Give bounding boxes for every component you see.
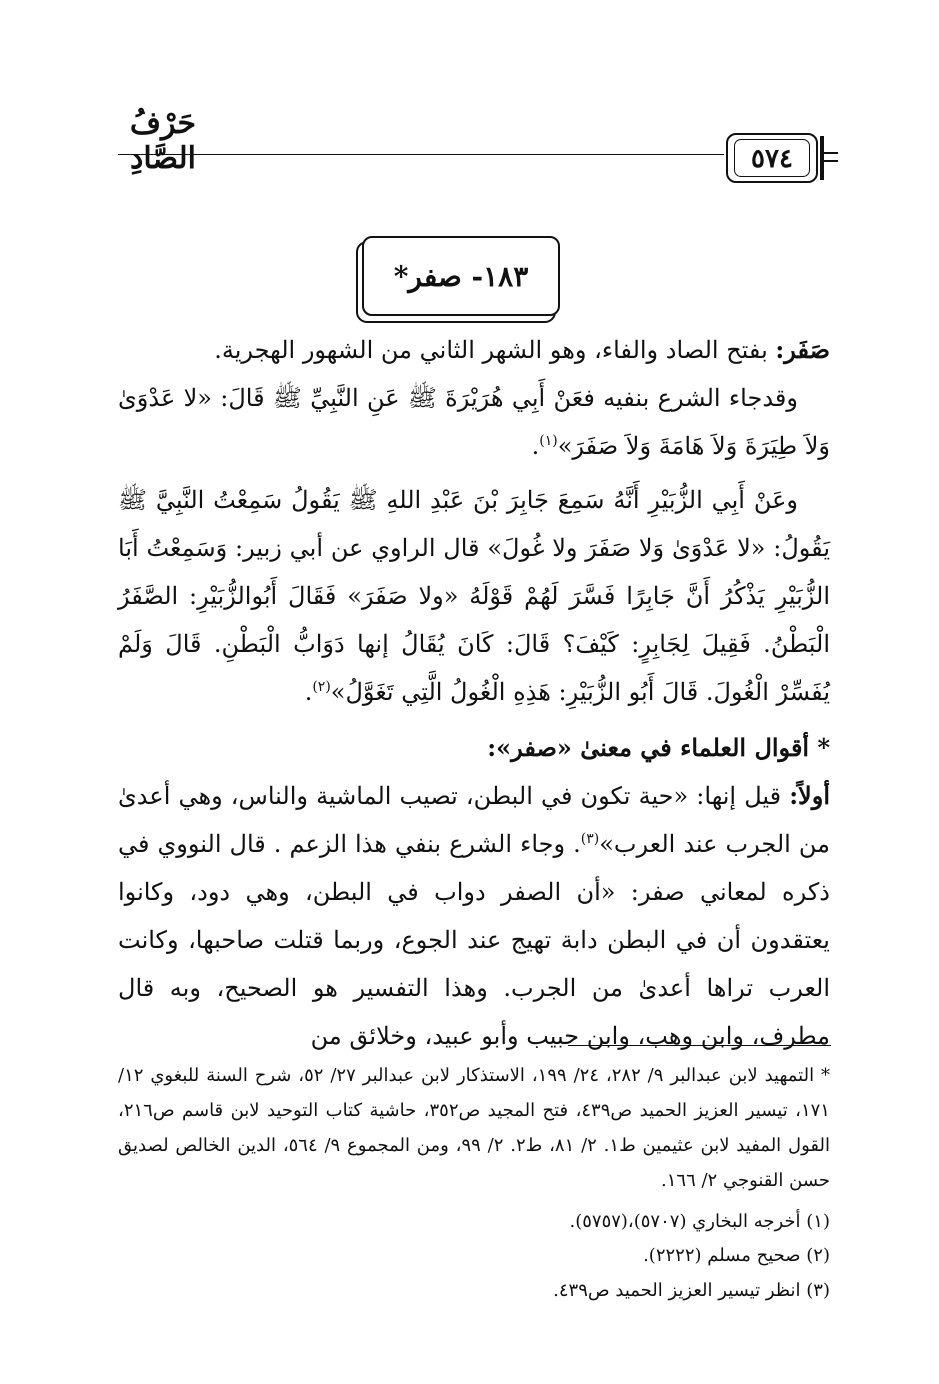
opinion-text-continued: . وجاء الشرع بنفي هذا الزعم . قال النووي في ذكره لمعاني صفر: «أن الصفر دواب في البطن، وهي دود، وكانوا يعتقدون أن في البطن دابة تهيج عند الجوع، وربما قتلت صاحبها، وكانت العرب تراها أعدىٰ من الجرب. وهذا التفسير هو الصحيح، وبه قال مطرف، وابن وهب، وابن حبيب وأبو عبيد، وخلائق من xyxy=(118,830,830,1050)
footnote-3: (٣) انظر تيسير العزيز الحميد ص٤٣٩. xyxy=(553,1280,830,1301)
first-opinion-lead: أولاً: xyxy=(789,781,830,810)
hadith-text: وقدجاء الشرع بنفيه فعَنْ أَبِي هُرَيْرَةَ ﷺ عَنِ النَّبِيِّ ﷺ قَالَ: «لا عَدْوَىٰ وَلاَ طِيَرَةَ وَلاَ هَامَةَ وَلاَ صَفَرَ» xyxy=(118,384,830,460)
footnote-ref-3: (٣) xyxy=(580,831,600,847)
section-heading: * أقوال العلماء في معنىٰ «صفر»: xyxy=(487,733,830,762)
footnote-rule xyxy=(568,1045,831,1046)
page-number: ٥٧٤ xyxy=(751,144,793,174)
footnote-ref-2: (٢) xyxy=(312,679,331,695)
paragraph-hadith-jabir: وعَنْ أَبِي الزُّبَيْرِ أَنَّهُ سَمِعَ جَابِرَ بْنَ عَبْدِ اللهِ ﷺ يَقُولُ سَمِعْتُ النَّبِيَّ ﷺ يَقُولُ: «لا عَدْوَىٰ وَلا صَفَرَ ولا غُولَ» قال الراوي عن أبي زبير: وَسَمِعْتُ أَبَا الزُّبَيْرِ يَذْكُرُ أَنَّ جَابِرًا فَسَّرَ لَهُمْ قَوْلَهُ «ولا صَفَرَ» فَقَالَ أَبُوالزُّبَيْرِ: الصَّفَرُ الْبَطْنُ. فَقِيلَ لِجَابِرٍ: كَيْفَ؟ قَالَ: كَانَ يُقَالُ إنها دَوَابُّ الْبَطْنِ. قَالَ وَلَمْ يُفَسِّرْ الْغُولَ. قَالَ أَبُو الزُّبَيْرِ: هَذِهِ الْغُولُ الَّتِي تَغَوَّلُ»$^{(٢)}$. xyxy=(118,486,830,706)
paragraph-first-opinion xyxy=(118,772,830,1060)
footnote-1: (١) أخرجه البخاري (٥٧٠٧)،(٥٧٥٧). xyxy=(569,1211,830,1232)
header-ornament-icon xyxy=(818,136,842,180)
running-title: حَرْفُ الصَّادِ xyxy=(129,106,197,176)
opinion-text: قيل إنها: «حية تكون في البطن، تصيب الماشية والناس، وهي أعدىٰ من الجرب عند العرب» xyxy=(118,782,830,858)
footnote-sources: * التمهيد لابن عبدالبر ٩/ ٢٨٢، ٢٤/ ١٩٩، الاستذكار لابن عبدالبر ٢٧/ ٥٢، شرح السنة للبغوي ١٢/ ١٧١، تيسير العزيز الحميد ص٤٣٩، فتح المجيد ص٣٥٢، حاشية كتاب التوحيد لابن قاسم ص٢١٦، القول المفيد لابن عثيمين ط١. ٢/ ٨١، ط٢. ٢/ ٩٩، ومن المجموع ٩/ ٥٦٤، الدين الخالص لصديق حسن القنوجي ٢/ ١٦٦. xyxy=(118,1065,831,1191)
header-rule xyxy=(118,154,724,155)
definition-text: بفتح الصاد والفاء، وهو الشهر الثاني من الشهور الهجرية. xyxy=(214,336,776,364)
entry-title-frame xyxy=(362,236,560,316)
page-number-frame xyxy=(726,133,818,183)
footnote-ref-1: (١) xyxy=(539,433,558,449)
definition-lead: صَفَر: xyxy=(775,335,830,364)
footnote-2: (٢) صحيح مسلم (٢٢٢٢). xyxy=(643,1245,830,1266)
paragraph-hadith-abu-hurayra: وقدجاء الشرع بنفيه فعَنْ أَبِي هُرَيْرَةَ ﷺ عَنِ النَّبِيِّ ﷺ قَالَ: «لا عَدْوَىٰ وَلاَ طِيَرَةَ وَلاَ هَامَةَ وَلاَ صَفَرَ»$^{(١)}$. xyxy=(118,384,830,460)
hadith-text: وعَنْ أَبِي الزُّبَيْرِ أَنَّهُ سَمِعَ جَابِرَ بْنَ عَبْدِ اللهِ ﷺ يَقُولُ سَمِعْتُ النَّبِيَّ ﷺ يَقُولُ: «لا عَدْوَىٰ وَلا صَفَرَ ولا غُولَ» قال الراوي عن أبي زبير: وَسَمِعْتُ أَبَا الزُّبَيْرِ يَذْكُرُ أَنَّ جَابِرًا فَسَّرَ لَهُمْ قَوْلَهُ «ولا صَفَرَ» فَقَالَ أَبُوالزُّبَيْرِ: الصَّفَرُ الْبَطْنُ. فَقِيلَ لِجَابِرٍ: كَيْفَ؟ قَالَ: كَانَ يُقَالُ إنها دَوَابُّ الْبَطْنِ. قَالَ وَلَمْ يُفَسِّرْ الْغُولَ. قَالَ أَبُو الزُّبَيْرِ: هَذِهِ الْغُولُ الَّتِي تَغَوَّلُ» xyxy=(118,486,830,706)
paragraph-definition xyxy=(118,326,830,374)
entry-title: ١٨٣- صفر* xyxy=(393,260,529,293)
